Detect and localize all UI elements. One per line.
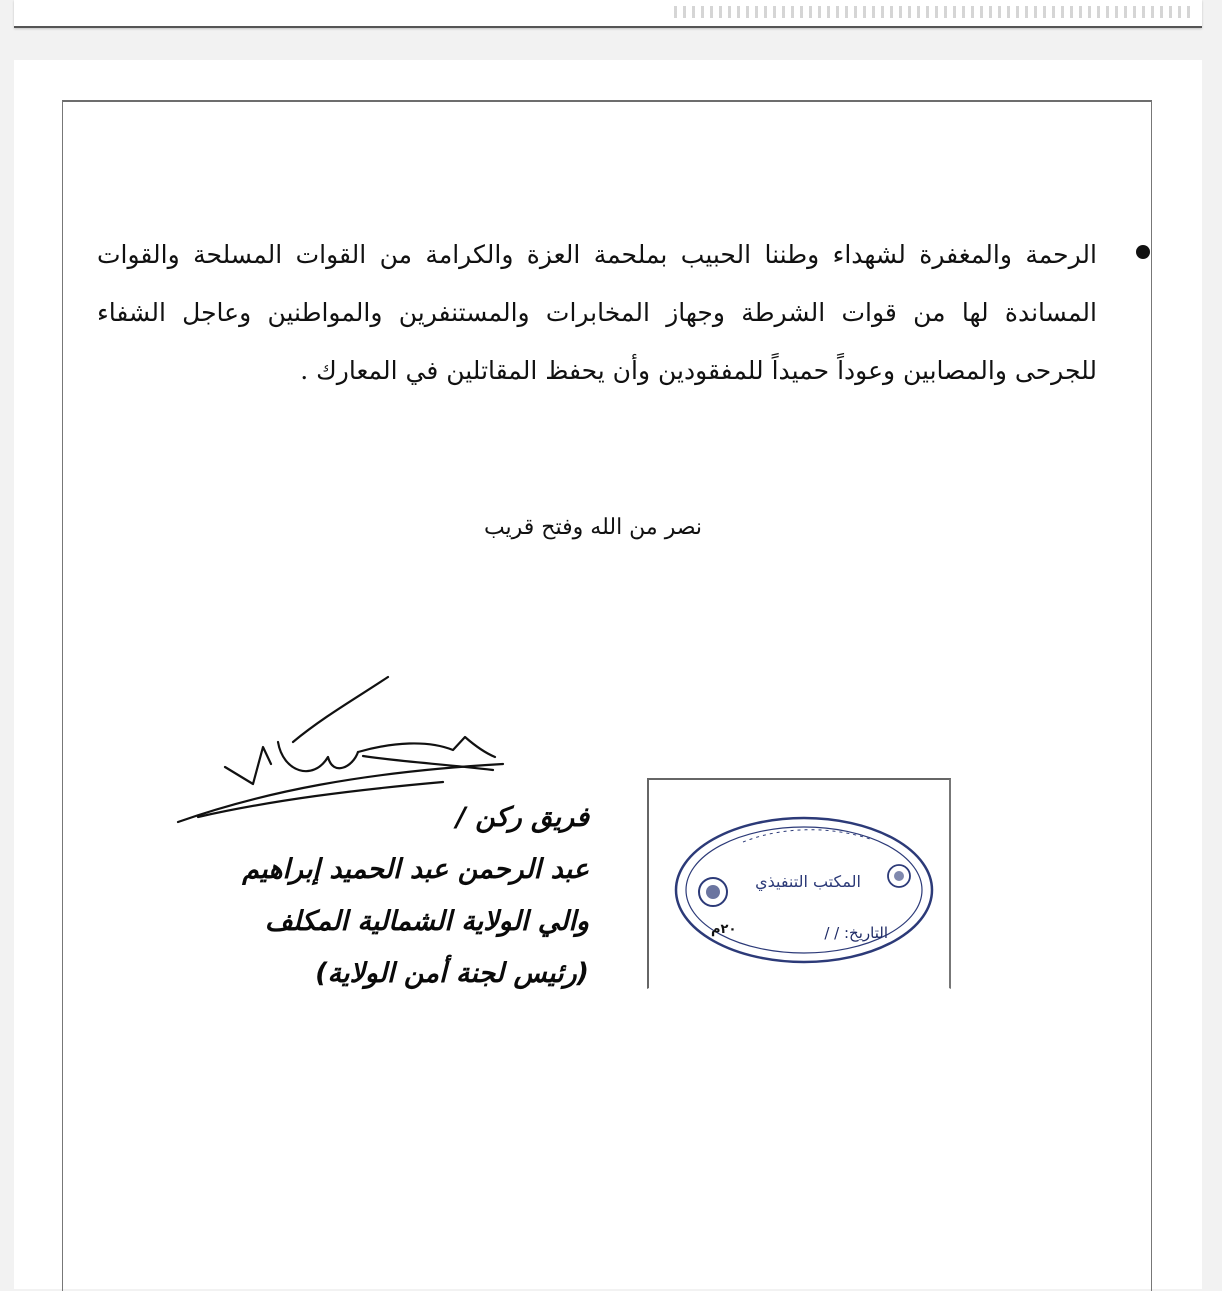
signature-block (129, 792, 589, 1000)
document-page (14, 60, 1202, 1289)
scan-noise (674, 6, 1194, 18)
body-paragraph: الرحمة والمغفرة لشهداء وطننا الحبيب بملحمة العزة والكرامة من القوات المسلحة والقوات المساندة لها من قوات الشرطة وجهاز المخابرات والمستنفرين والمواطنين وعاجل الشفاء للجرحى والمصابين وعوداً حميداً للمفقودين وأن يحفظ المقاتلين في المعارك . (97, 240, 1097, 385)
stamp-office-name: المكتب التنفيذي (755, 872, 861, 891)
stamp-date-label: التاريخ: / / (824, 924, 888, 942)
previous-page-edge (14, 0, 1202, 28)
signatory-title: والي الولاية الشمالية المكلف (264, 906, 589, 937)
signatory-role: (رئيس لجنة أمن الولاية) (315, 958, 589, 989)
signatory-rank: فريق ركن / (456, 802, 589, 833)
signatory-name: عبد الرحمن عبد الحميد إبراهيم (242, 854, 589, 885)
stamp-year: ٢٠م (711, 922, 737, 937)
page-frame (62, 100, 1152, 1291)
closing-phrase: نصر من الله وفتح قريب (483, 515, 703, 540)
bullet-point-icon (1136, 245, 1150, 259)
